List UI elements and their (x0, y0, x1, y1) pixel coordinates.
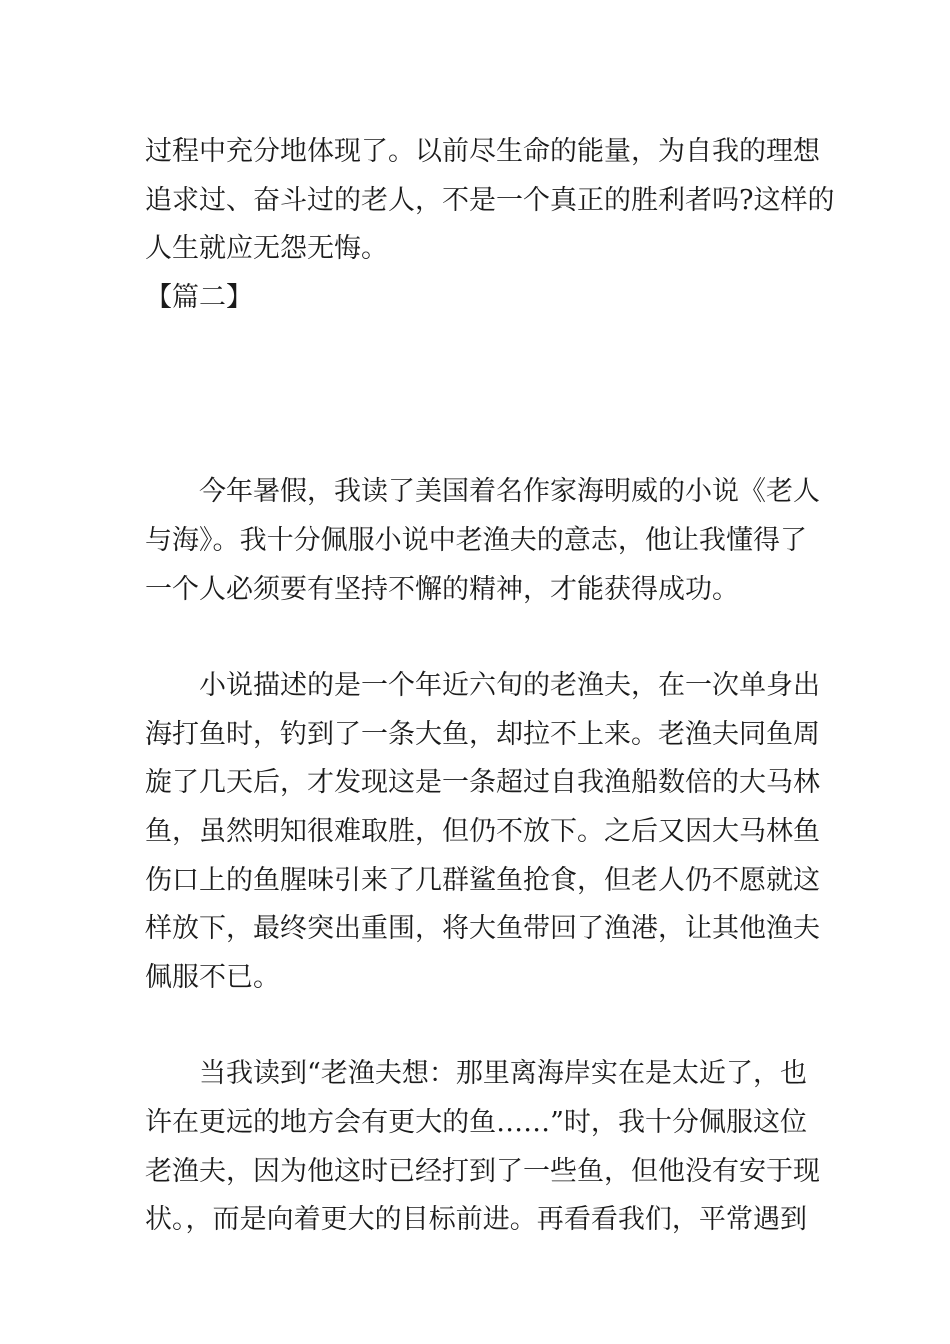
text-line: 旋了几天后，才发现这是一条超过自我渔船数倍的大马林 (145, 767, 820, 799)
paragraph-2 (145, 662, 820, 1002)
text-line: 一个人必须要有坚持不懈的精神，才能获得成功。 (145, 573, 739, 605)
text-line: 当我读到“老渔夫想：那里离海岸实在是太近了，也 (199, 1058, 807, 1090)
spacer (145, 614, 807, 662)
paragraph-1 (145, 468, 820, 614)
document-body (145, 128, 835, 1245)
text-line: 人生就应无怨无悔。 (145, 233, 388, 265)
text-line: 今年暑假，我读了美国着名作家海明威的小说《老人 (199, 476, 820, 508)
text-line: 伤口上的鱼腥味引来了几群鲨鱼抢食，但老人仍不愿就这 (145, 864, 820, 896)
spacer (145, 1002, 807, 1050)
text-line: 鱼，虽然明知很难取胜，但仍不放下。之后又因大马林鱼 (145, 815, 820, 847)
text-line: 过程中充分地体现了。以前尽生命的能量，为自我的理想 (145, 136, 820, 167)
text-line: 许在更远的地方会有更大的鱼……”时，我十分佩服这位 (145, 1106, 807, 1138)
text-line: 海打鱼时，钓到了一条大鱼，却拉不上来。老渔夫同鱼周 (145, 718, 820, 750)
text-line: 状。，而是向着更大的目标前进。再看看我们，平常遇到 (145, 1204, 807, 1236)
text-line: 佩服不已。 (145, 961, 280, 993)
text-line: 与海》。我十分佩服小说中老渔夫的意志，他让我懂得了 (145, 524, 807, 556)
text-line: 老渔夫，因为他这时已经打到了一些鱼，但他没有安于现 (145, 1155, 820, 1187)
text-line: 小说描述的是一个年近六旬的老渔夫，在一次单身出 (199, 670, 820, 702)
continuation-paragraph (145, 128, 835, 274)
text-line: 样放下，最终突出重围，将大鱼带回了渔港，让其他渔夫 (145, 913, 820, 945)
spacer (145, 322, 807, 468)
text-line: 追求过、奋斗过的老人，不是一个真正的胜利者吗?这样的 (145, 184, 835, 216)
section-heading: 【篇二】 (145, 281, 253, 313)
paragraph-3 (145, 1050, 820, 1244)
